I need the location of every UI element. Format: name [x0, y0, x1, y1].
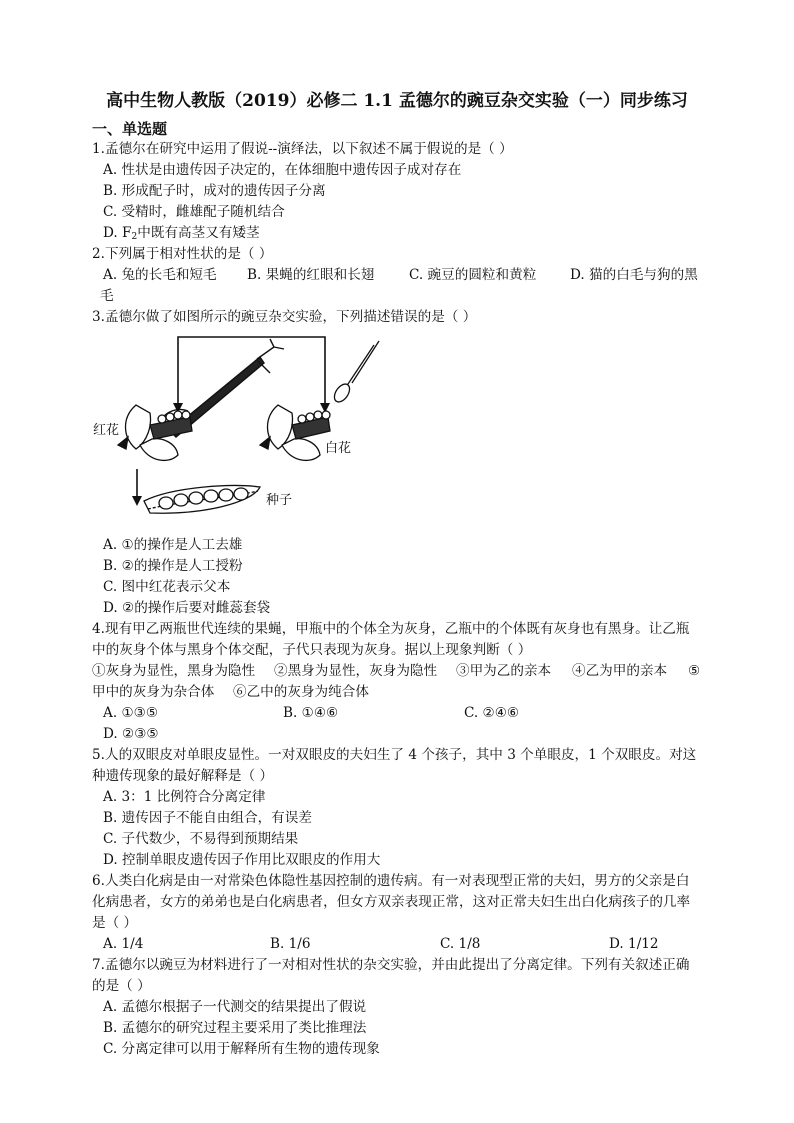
- question-3-option-a: A. ①的操作是人工去雄: [103, 537, 243, 553]
- question-2-option-d: D. 猫的白毛与狗的黑: [570, 267, 698, 283]
- question-7-stem-line1: 7.孟德尔以豌豆为材料进行了一对相对性状的杂交实验，并由此提出了分离定律。下列有关叙述正确: [92, 957, 690, 973]
- question-1-option-a: A. 性状是由遗传因子决定的，在体细胞中遗传因子成对存在: [103, 162, 462, 178]
- question-5-option-c: C. 子代数少，不易得到预期结果: [103, 831, 299, 847]
- statement-4: ④乙为甲的亲本: [572, 663, 668, 679]
- question-6-stem-line1: 6.人类白化病是由一对常染色体隐性基因控制的遗传病。有一对表现型正常的夫妇，男方的父亲是白: [92, 873, 690, 889]
- question-1-option-c: C. 受精时，雌雄配子随机结合: [103, 204, 285, 220]
- question-6-option-c: C. 1/8: [440, 936, 481, 952]
- question-4-option-d: D. ②③⑤: [103, 726, 159, 742]
- question-4-stem-line2: 中的灰身个体与黑身个体交配，子代只表现为灰身。据以上现象判断（ ）: [92, 642, 532, 658]
- figure-label-white-flower: 白花: [325, 441, 352, 456]
- question-4-option-b: B. ①④⑥: [283, 705, 339, 721]
- section-heading: 一、单选题: [92, 120, 168, 138]
- question-7-option-b: B. 孟德尔的研究过程主要采用了类比推理法: [103, 1020, 367, 1036]
- question-3-option-d: D. ②的操作后要对雌蕊套袋: [103, 600, 271, 616]
- figure-label-seed: 种子: [266, 493, 293, 508]
- question-5-stem-line2: 种遗传现象的最好解释是（ ）: [92, 768, 274, 784]
- question-5-stem-line1: 5.人的双眼皮对单眼皮显性。一对双眼皮的夫妇生了 4 个孩子，其中 3 个单眼皮，1 个双眼皮。对这: [92, 747, 697, 763]
- page-title: 高中生物人教版（2019）必修二 1.1 孟德尔的豌豆杂交实验（一）同步练习: [106, 91, 688, 111]
- question-6-stem-line2: 化病患者，女方的弟弟也是白化病患者，但女方双亲表现正常，这对正常夫妇生出白化病孩子的几率: [92, 894, 691, 910]
- question-2-option-d-cont: 毛: [100, 288, 114, 304]
- question-6-option-a: A. 1/4: [103, 936, 144, 952]
- statement-3: ③甲为乙的亲本: [456, 663, 552, 679]
- question-2-option-a: A. 兔的长毛和短毛: [103, 267, 217, 283]
- question-6-option-d: D. 1/12: [609, 936, 659, 952]
- question-5-option-a: A. 3：1 比例符合分离定律: [103, 789, 266, 805]
- question-2-stem: 2.下列属于相对性状的是（ ）: [92, 246, 273, 262]
- question-5-option-b: B. 遗传因子不能自由组合，有误差: [103, 810, 312, 826]
- question-1-stem: 1.孟德尔在研究中运用了假说--演绎法，以下叙述不属于假说的是（ ）: [92, 141, 513, 157]
- question-2-option-b: B. 果蝇的红眼和长翅: [247, 267, 375, 283]
- question-3-option-b: B. ②的操作是人工授粉: [103, 558, 243, 574]
- pea-cross-figure: [92, 333, 392, 523]
- statement-6: ⑥乙中的灰身为纯合体: [233, 684, 369, 700]
- question-4-stem-line1: 4.现有甲乙两瓶世代连续的果蝇，甲瓶中的个体全为灰身，乙瓶中的个体既有灰身也有黑身。让乙瓶: [92, 621, 690, 637]
- statement-1: ①灰身为显性，黑身为隐性: [92, 663, 256, 679]
- pea-cross-illustration: [92, 333, 392, 523]
- question-6-stem-line3: 是（ ）: [92, 915, 138, 931]
- question-2-option-c: C. 豌豆的圆粒和黄粒: [409, 267, 537, 283]
- question-1-option-b: B. 形成配子时，成对的遗传因子分离: [103, 183, 326, 199]
- question-5-option-d: D. 控制单眼皮遗传因子作用比双眼皮的作用大: [103, 852, 381, 868]
- question-7-stem-line2: 的是（ ）: [92, 978, 151, 994]
- question-7-option-c: C. 分离定律可以用于解释所有生物的遗传现象: [103, 1041, 380, 1057]
- question-1-option-d: D. $F_2$中既有高茎又有矮茎: [103, 225, 260, 242]
- question-3-stem: 3.孟德尔做了如图所示的豌豆杂交实验，下列描述错误的是（ ）: [92, 309, 477, 325]
- question-3-option-c: C. 图中红花表示父本: [103, 579, 231, 595]
- question-7-option-a: A. 孟德尔根据子一代测交的结果提出了假说: [103, 999, 367, 1015]
- statement-5-cont: 甲中的灰身为杂合体: [92, 684, 215, 700]
- figure-label-red-flower: 红花: [93, 423, 120, 438]
- statement-5: ⑤: [688, 663, 701, 679]
- question-4-option-a: A. ①③⑤: [103, 705, 159, 721]
- statement-2: ②黑身为显性，灰身为隐性: [274, 663, 438, 679]
- question-6-option-b: B. 1/6: [270, 936, 311, 952]
- question-4-option-c: C. ②④⑥: [464, 705, 520, 721]
